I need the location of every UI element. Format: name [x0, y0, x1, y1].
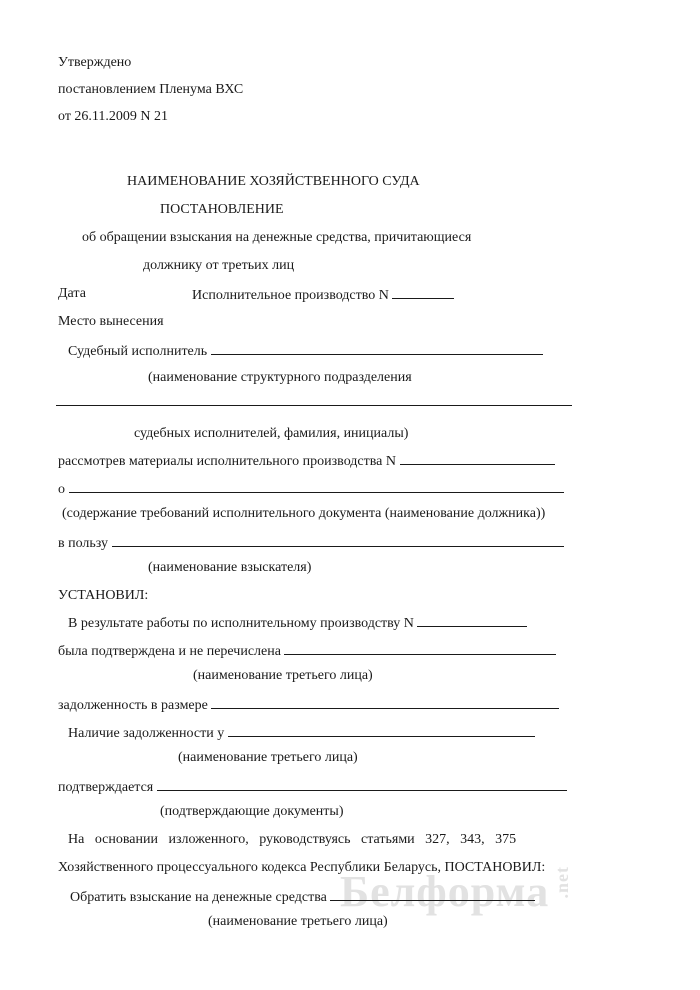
apply-blank	[330, 887, 535, 901]
debt-amount-field	[58, 695, 559, 715]
confirmed-blank	[284, 641, 556, 655]
debt-amount-label: задолженность в размере	[58, 698, 208, 713]
confirmed-by-field	[58, 777, 567, 797]
in-favor-field	[58, 533, 564, 553]
bailiff-blank	[211, 341, 543, 355]
approval-line-3: от 26.11.2009 N 21	[58, 109, 169, 124]
documents-hint: (подтверждающие документы)	[160, 804, 344, 819]
about-field	[58, 479, 564, 499]
enforcement-number-field	[192, 285, 454, 305]
approval-line-2: постановлением Пленума ВХС	[58, 82, 244, 97]
debt-presence-field	[68, 723, 535, 743]
about-label: о	[58, 482, 65, 497]
reviewed-label: рассмотрев материалы исполнительного производства N	[58, 454, 397, 469]
in-favor-label: в пользу	[58, 536, 109, 551]
confirmed-by-blank	[157, 777, 567, 791]
in-favor-blank	[112, 533, 564, 547]
debt-amount-blank	[211, 695, 559, 709]
confirmed-by-label: подтверждается	[58, 780, 154, 795]
established-heading: УСТАНОВИЛ:	[58, 588, 149, 603]
basis-line-1: На основании изложенного, руководствуясь статьями 327, 343, 375	[68, 832, 517, 847]
reviewed-blank	[400, 451, 555, 465]
apply-label: Обратить взыскание на денежные средства	[70, 890, 327, 905]
debt-presence-blank	[228, 723, 535, 737]
confirmed-label: была подтверждена и не перечислена	[58, 644, 281, 659]
watermark-suffix: .net	[552, 866, 573, 899]
debt-presence-label: Наличие задолженности у	[68, 726, 225, 741]
bailiff-label: Судебный исполнитель	[68, 344, 208, 359]
apply-field	[70, 887, 535, 907]
confirmed-field	[58, 641, 556, 661]
bailiff-hint-1: (наименование структурного подразделения	[148, 370, 412, 385]
document-subtitle-2: должнику от третьих лиц	[143, 258, 295, 273]
date-label: Дата	[58, 286, 86, 301]
court-name: НАИМЕНОВАНИЕ ХОЗЯЙСТВЕННОГО СУДА	[127, 174, 420, 189]
bailiff-field	[68, 341, 543, 361]
third-party-hint-1: (наименование третьего лица)	[193, 668, 373, 683]
in-favor-hint: (наименование взыскателя)	[148, 560, 312, 575]
enforcement-number-blank	[392, 285, 454, 299]
approval-line-1: Утверждено	[58, 55, 132, 70]
place-label: Место вынесения	[58, 314, 164, 329]
about-hint: (содержание требований исполнительного документа (наименование должника))	[62, 506, 546, 521]
document-subtitle-1: об обращении взыскания на денежные средства, причитающиеся	[82, 230, 472, 245]
about-blank	[69, 479, 564, 493]
bailiff-hint-2: судебных исполнителей, фамилия, инициалы)	[134, 426, 409, 441]
watermark-text: Белформа	[340, 867, 550, 916]
basis-line-2: Хозяйственного процессуального кодекса Республики Беларусь, ПОСТАНОВИЛ:	[58, 860, 546, 875]
result-field	[68, 613, 527, 633]
bailiff-continuation-rule	[56, 405, 572, 406]
enforcement-number-label: Исполнительное производство N	[192, 288, 389, 303]
third-party-hint-3: (наименование третьего лица)	[208, 914, 388, 929]
document-title: ПОСТАНОВЛЕНИЕ	[160, 202, 284, 217]
reviewed-field	[58, 451, 555, 471]
result-blank	[417, 613, 527, 627]
third-party-hint-2: (наименование третьего лица)	[178, 750, 358, 765]
result-label: В результате работы по исполнительному производству N	[68, 616, 414, 631]
